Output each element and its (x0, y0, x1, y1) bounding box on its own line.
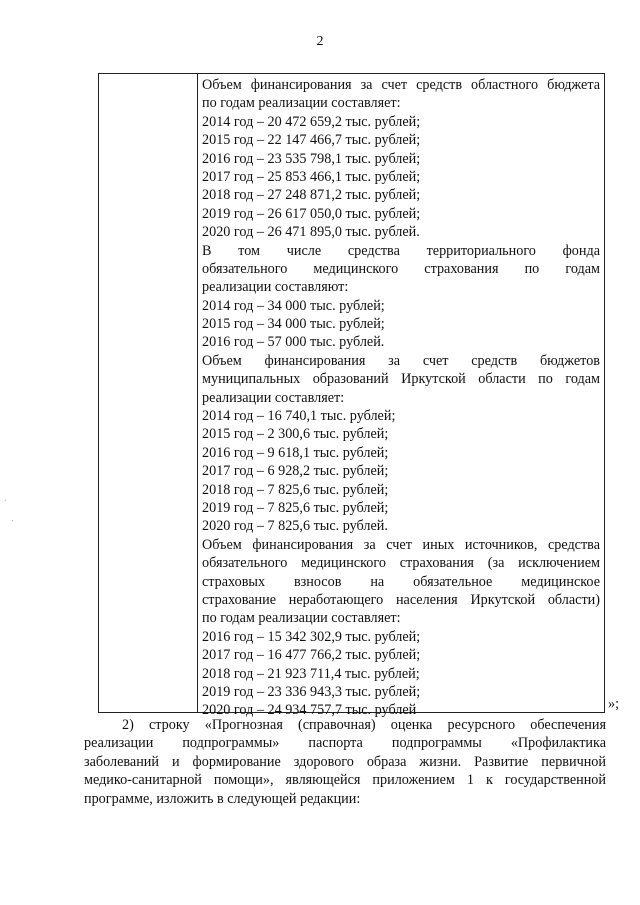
table-cell-line: обязательного медицинского страхования (за исключением (202, 555, 600, 572)
paragraph-line: заболеваний и формирование здорового образа жизни. Развитие первичной (84, 753, 606, 770)
table-cell-line: страхование неработающего населения Иркутской области) (202, 591, 600, 608)
scan-speck (5, 500, 6, 501)
table-cell-line: реализации составляют: (202, 279, 349, 296)
column-divider (197, 74, 198, 712)
table-cell-line: 2014 год – 16 740,1 тыс. рублей; (202, 408, 396, 425)
table-cell-line: по годам реализации составляет: (202, 610, 401, 627)
paragraph-line: программе, изложить в следующей редакции: (84, 790, 361, 807)
closing-quote: »; (608, 696, 620, 712)
page-number: 2 (316, 34, 324, 49)
table-cell-line: 2016 год – 15 342 302,9 тыс. рублей; (202, 628, 421, 645)
table-cell-line: 2015 год – 2 300,6 тыс. рублей; (202, 426, 389, 443)
table-cell-line: 2019 год – 23 336 943,3 тыс. рублей; (202, 683, 421, 700)
table-cell-line: 2020 год – 7 825,6 тыс. рублей. (202, 518, 388, 535)
table-cell-line: 2019 год – 26 617 050,0 тыс. рублей; (202, 205, 421, 222)
table-right-cell (202, 76, 600, 720)
amendment-paragraph (84, 716, 606, 808)
table-cell-line: 2019 год – 7 825,6 тыс. рублей; (202, 499, 389, 516)
table-cell-line: Объем финансирования за счет средств областного бюджета (202, 77, 600, 93)
table-cell-line: 2020 год – 26 471 895,0 тыс. рублей. (202, 224, 420, 241)
table-cell-line: В том числе средства территориального фонда (202, 242, 600, 259)
table-cell-line: 2017 год – 16 477 766,2 тыс. рублей; (202, 647, 421, 664)
table-cell-line: по годам реализации составляет: (202, 95, 401, 112)
table-cell-line: муниципальных образований Иркутской области по годам (202, 371, 600, 388)
table-cell-line: 2014 год – 34 000 тыс. рублей; (202, 297, 385, 314)
table-cell-line: 2014 год – 20 472 659,2 тыс. рублей; (202, 113, 421, 130)
table-cell-line: Объем финансирования за счет средств бюджетов (202, 352, 600, 369)
table-cell-line: обязательного медицинского страхования по годам (202, 260, 600, 277)
table-cell-line: 2017 год – 25 853 466,1 тыс. рублей; (202, 168, 421, 185)
table-cell-line: 2016 год – 9 618,1 тыс. рублей; (202, 444, 389, 461)
paragraph-line: 2) строку «Прогнозная (справочная) оценка ресурсного обеспечения (122, 717, 606, 733)
paragraph-line: реализации подпрограммы» паспорта подпрограммы «Профилактика (84, 735, 606, 752)
passport-table (98, 73, 605, 719)
table-cell-line: 2017 год – 6 928,2 тыс. рублей; (202, 463, 389, 480)
table-cell-line: 2018 год – 21 923 711,4 тыс. рублей; (202, 665, 420, 682)
table-cell-line: 2016 год – 57 000 тыс. рублей. (202, 334, 385, 351)
table-cell-line: Объем финансирования за счет иных источников, средства (202, 536, 600, 553)
table-cell-line: 2018 год – 7 825,6 тыс. рублей; (202, 481, 389, 498)
table-cell-line: 2015 год – 22 147 466,7 тыс. рублей; (202, 132, 421, 149)
table-cell-line: страховых взносов на обязательное медицинское (202, 573, 600, 590)
table-cell-line: реализации составляет: (202, 389, 345, 406)
table-cell-line: 2015 год – 34 000 тыс. рублей; (202, 316, 385, 333)
table-cell-line: 2018 год – 27 248 871,2 тыс. рублей; (202, 187, 421, 204)
scan-speck (12, 520, 13, 521)
paragraph-line: медико-санитарной помощи», являющейся приложением 1 к государственной (84, 772, 606, 789)
table-cell-line: 2016 год – 23 535 798,1 тыс. рублей; (202, 150, 421, 167)
table-cell-line: 2020 год – 24 934 757,7 тыс. рублей (202, 702, 417, 719)
